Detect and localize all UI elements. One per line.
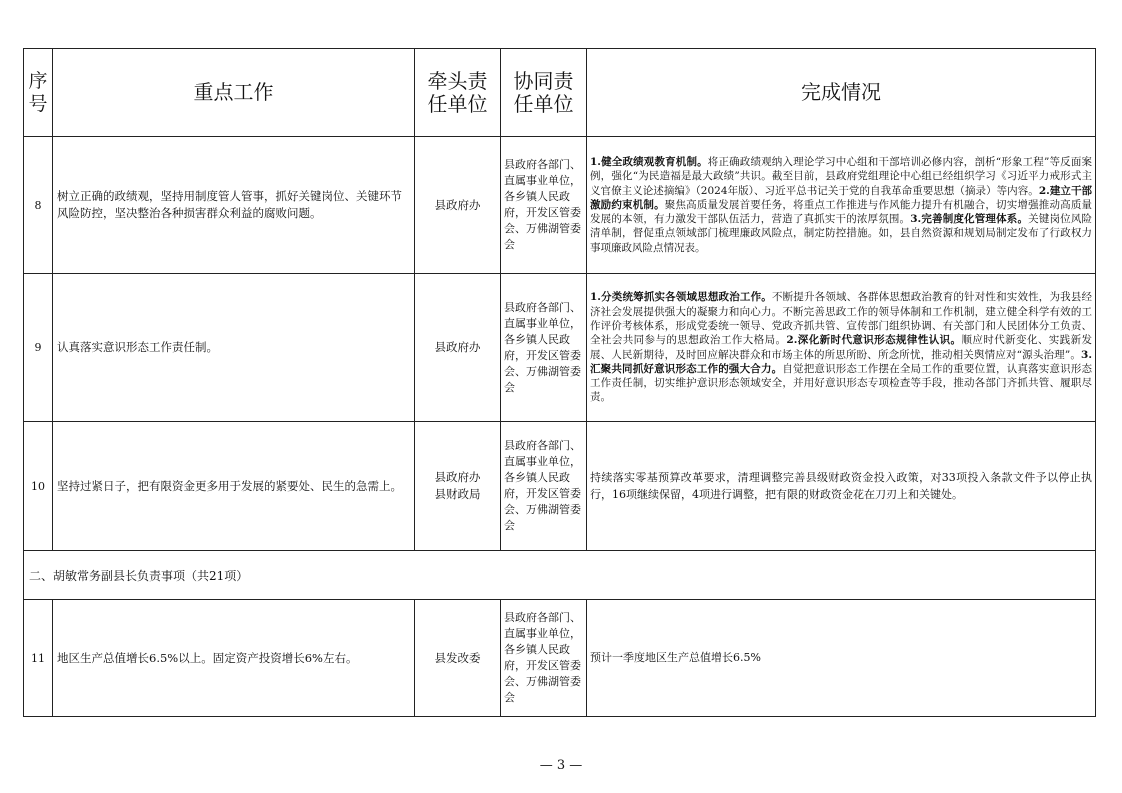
header-coop: 协同责任单位	[501, 49, 587, 137]
header-task: 重点工作	[53, 49, 415, 137]
row-seq: 10	[24, 422, 53, 551]
row-coop: 县政府各部门、直属事业单位，各乡镇人民政府，开发区管委会、万佛湖管委会	[501, 274, 587, 422]
status-point: 1.分类统筹抓实各领域思想政治工作。	[590, 291, 772, 304]
row-coop: 县政府各部门、直属事业单位，各乡镇人民政府，开发区管委会、万佛湖管委会	[501, 422, 587, 551]
status-detail: 将正确政绩观纳入理论学习中心组和干部培训必修内容，剖析“形象工程”等反面案例，强化“为民造福是最大政绩”共识。截至目前，县政府党组理论中心组已经组织学习《习近平力戒形式主义官僚主义论述摘编》（2024年版）、习近平总书记关于党的自我革命重要思想（摘录）等内容。	[590, 155, 1093, 197]
page-number: — 3 —	[539, 758, 583, 773]
status-point: 3.汇聚共同抓好意识形态工作的强大合力。	[590, 348, 1092, 375]
status-detail: 持续落实零基预算改革要求，清理调整完善县级财政资金投入政策，对33项投入条款文件予以停止执行，16项继续保留，4项进行调整，把有限的财政资金花在刀刃上和关键处。	[590, 471, 1092, 501]
header-row	[24, 49, 1096, 137]
row-status: 预计一季度地区生产总值增长6.5%	[587, 600, 1096, 717]
row-task: 树立正确的政绩观，坚持用制度管人管事，抓好关键岗位、关键环节风险防控，坚决整治各种损害群众利益的腐败问题。	[53, 137, 415, 274]
table-row	[24, 137, 1096, 274]
status-detail: 顺应时代新变化、实践新发展、人民新期待，及时回应解决群众和市场主体的所思所盼、所念所忧，推动相关舆情应对“源头治理”。	[590, 334, 1093, 361]
row-seq: 11	[24, 600, 53, 717]
status-detail: 关键岗位风险清单制，督促重点领域部门梳理廉政风险点，制定防控措施。如，县自然资源和规划局制定发布了行政权力事项廉政风险点情况表。	[590, 213, 1093, 254]
row-seq: 8	[24, 137, 53, 274]
row-lead	[415, 422, 501, 551]
header-seq: 序号	[24, 49, 53, 137]
status-detail: 自觉把意识形态工作摆在全局工作的重要位置，认真落实意识形态工作责任制，切实维护意识形态领域安全，并用好意识形态专项检查等手段，推动各部门齐抓共管、履职尽责。	[590, 362, 1093, 404]
table-row	[24, 422, 1096, 551]
row-lead: 县政府办	[415, 137, 501, 274]
status-point: 2.深化新时代意识形态规律性认识。	[786, 334, 962, 347]
row-seq: 9	[24, 274, 53, 422]
row-task: 认真落实意识形态工作责任制。	[53, 274, 415, 422]
status-detail: 不断提升各领域、各群体思想政治教育的针对性和实效性，为我县经济社会发展提供强大的凝聚力和向心力。不断完善思政工作的领导体制和工作机制，建立健全科学有效的工作评价考核体系，形成党委统一领导、党政齐抓共管、宣传部门组织协调、有关部门和人民团体分工负责、全社会共同参与的思想政治工作大格局。	[590, 291, 1092, 347]
status-point: 2.建立干部激励约束机制。	[590, 184, 1092, 211]
row-lead: 县发改委	[415, 600, 501, 717]
row-status	[587, 274, 1096, 422]
row-lead-text: 县政府办县财政局	[434, 470, 481, 501]
header-status: 完成情况	[587, 49, 1096, 137]
work-progress-table	[23, 48, 1096, 717]
row-task: 地区生产总值增长6.5%以上。固定资产投资增长6%左右。	[53, 600, 415, 717]
row-task: 坚持过紧日子，把有限资金更多用于发展的紧要处、民生的急需上。	[53, 422, 415, 551]
row-status	[587, 422, 1096, 551]
row-coop: 县政府各部门、直属事业单位，各乡镇人民政府，开发区管委会、万佛湖管委会	[501, 600, 587, 717]
status-point: 1.健全政绩观教育机制。	[590, 155, 708, 168]
row-lead: 县政府办	[415, 274, 501, 422]
section-title: 二、胡敏常务副县长负责事项（共21项）	[24, 551, 1096, 600]
table-row	[24, 600, 1096, 717]
status-detail: 聚焦高质量发展首要任务，将重点工作推进与作风能力提升有机融合，切实增强推动高质量发展的本领，有力激发干部队伍活力，营造了真抓实干的浓厚氛围。	[590, 198, 1093, 226]
header-lead: 牵头责任单位	[415, 49, 501, 137]
section-row	[24, 551, 1096, 600]
table-row	[24, 274, 1096, 422]
row-status	[587, 137, 1096, 274]
row-coop: 县政府各部门、直属事业单位，各乡镇人民政府，开发区管委会、万佛湖管委会	[501, 137, 587, 274]
status-point: 3.完善制度化管理体系。	[910, 213, 1029, 226]
